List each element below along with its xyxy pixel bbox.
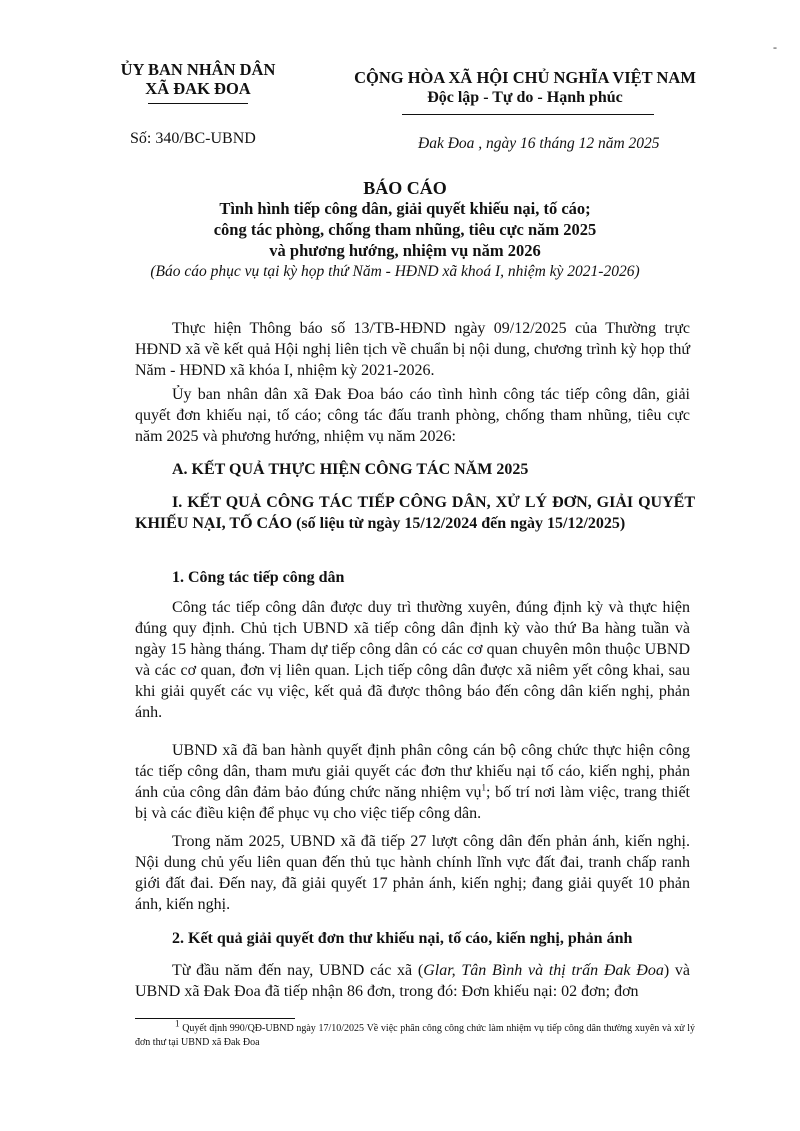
country-name: CỘNG HÒA XÃ HỘI CHỦ NGHĨA VIỆT NAM (354, 68, 696, 87)
paragraph-2: Ủy ban nhân dân xã Đak Đoa báo cáo tình hình công tác tiếp công dân, giải quyết đơn khiếu nại, tố cáo; công tác đấu tranh phòng, chống tham nhũng, tiêu cực năm 2025 và phương hướng, nhiệm vụ năm 2026: (135, 386, 690, 445)
issuing-authority (88, 60, 308, 98)
report-subject-line-1: Tình hình tiếp công dân, giải quyết khiếu nại, tố cáo; (219, 199, 591, 218)
motto-underline (402, 114, 654, 115)
paragraph-5: Trong năm 2025, UBND xã đã tiếp 27 lượt công dân đến phản ánh, kiến nghị. Nội dung chủ yếu liên quan đến thủ tục hành chính lĩnh vực đất đai, tranh chấp ranh giới đất đai. Đến nay, đã giải quyết 17 phản ánh, kiến nghị; đang giải quyết 10 phản ánh, kiến nghị. (135, 833, 690, 913)
paragraph-6-text-a: Từ đầu năm đến nay, UBND các xã ( (172, 962, 424, 979)
heading-2: 2. Kết quả giải quyết đơn thư khiếu nại, tố cáo, kiến nghị, phản ánh (172, 930, 633, 947)
paragraph-6-localities: Glar, Tân Bình và thị trấn Đak Đoa (423, 962, 664, 979)
report-title-block (95, 178, 715, 282)
paragraph-3: Công tác tiếp công dân được duy trì thường xuyên, đúng định kỳ và thực hiện đúng quy định. Chủ tịch UBND xã tiếp công dân định kỳ vào thứ Ba hàng tuần và ngày 15 hàng tháng. Tham dự tiếp công dân có các cơ quan chuyên môn thuộc UBND và các cơ quan, đơn vị liên quan. Lịch tiếp công dân được xã niêm yết công khai, sau khi giải quyết các vụ việc, kết quả đã được thông báo đến công dân kiến nghị, phản ánh. (135, 599, 690, 721)
national-heading (330, 68, 720, 108)
paragraph-4-text-b: ; bố trí nơi làm việc, trang thiết bị và các điều kiện để phục vụ cho việc tiếp công dân. (135, 784, 691, 822)
footnote-ref: 1 (481, 782, 487, 793)
footnote-number: 1 (175, 1018, 180, 1029)
margin-mark: - (773, 40, 777, 54)
section-i-heading: I. KẾT QUẢ CÔNG TÁC TIẾP CÔNG DÂN, XỬ LÝ ĐƠN, GIẢI QUYẾT KHIẾU NẠI, TỐ CÁO (số liệu từ ngày 15/12/2024 đến ngày 15/12/2025) (135, 494, 695, 532)
report-title: BÁO CÁO (363, 178, 447, 198)
report-subject-line-2: công tác phòng, chống tham nhũng, tiêu cực năm 2025 (213, 220, 597, 239)
paragraph-6-text-b: ) và UBND xã Đak Đoa đã tiếp nhận 86 đơn, trong đó: Đơn khiếu nại: 02 đơn; đơn (135, 962, 690, 1000)
document-number: Số: 340/BC-UBND (130, 130, 256, 147)
footnote (135, 1018, 695, 1050)
national-motto: Độc lập - Tự do - Hạnh phúc (427, 89, 623, 106)
paragraph-4 (135, 740, 690, 824)
authority-line-1: ỦY BAN NHÂN DÂN (120, 60, 276, 79)
paragraph-4-text-a: UBND xã đã ban hành quyết định phân công cán bộ công chức thực hiện công tác tiếp công dân, tham mưu giải quyết các đơn thư khiếu nại tố cáo, kiến nghị, phản ánh của công dân đảm bảo đúng chức năng nhiệm vụ (135, 742, 690, 801)
authority-line-2: XÃ ĐAK ĐOA (145, 79, 251, 98)
footnote-text: Quyết định 990/QĐ-UBND ngày 17/10/2025 Về việc phân công công chức làm nhiệm vụ tiếp công dân thường xuyên và xử lý đơn thư tại UBND xã Đak Đoa (135, 1023, 695, 1048)
footnote-separator (135, 1018, 295, 1019)
report-note: (Báo cáo phục vụ tại kỳ họp thứ Năm - HĐND xã khoá I, nhiệm kỳ 2021-2026) (150, 263, 640, 280)
section-a-heading: A. KẾT QUẢ THỰC HIỆN CÔNG TÁC NĂM 2025 (172, 461, 529, 478)
report-subject-line-3: và phương hướng, nhiệm vụ năm 2026 (269, 241, 541, 260)
authority-underline (148, 103, 248, 104)
paragraph-6 (135, 960, 690, 1002)
paragraph-1: Thực hiện Thông báo số 13/TB-HĐND ngày 09/12/2025 của Thường trực HĐND xã về kết quả Hội nghị liên tịch về chuẩn bị nội dung, chương trình kỳ họp thứ Năm - HĐND xã khóa I, nhiệm kỳ 2021-2026. (135, 320, 690, 379)
place-and-date: Đak Đoa , ngày 16 tháng 12 năm 2025 (418, 135, 660, 152)
heading-1: 1. Công tác tiếp công dân (172, 569, 345, 586)
